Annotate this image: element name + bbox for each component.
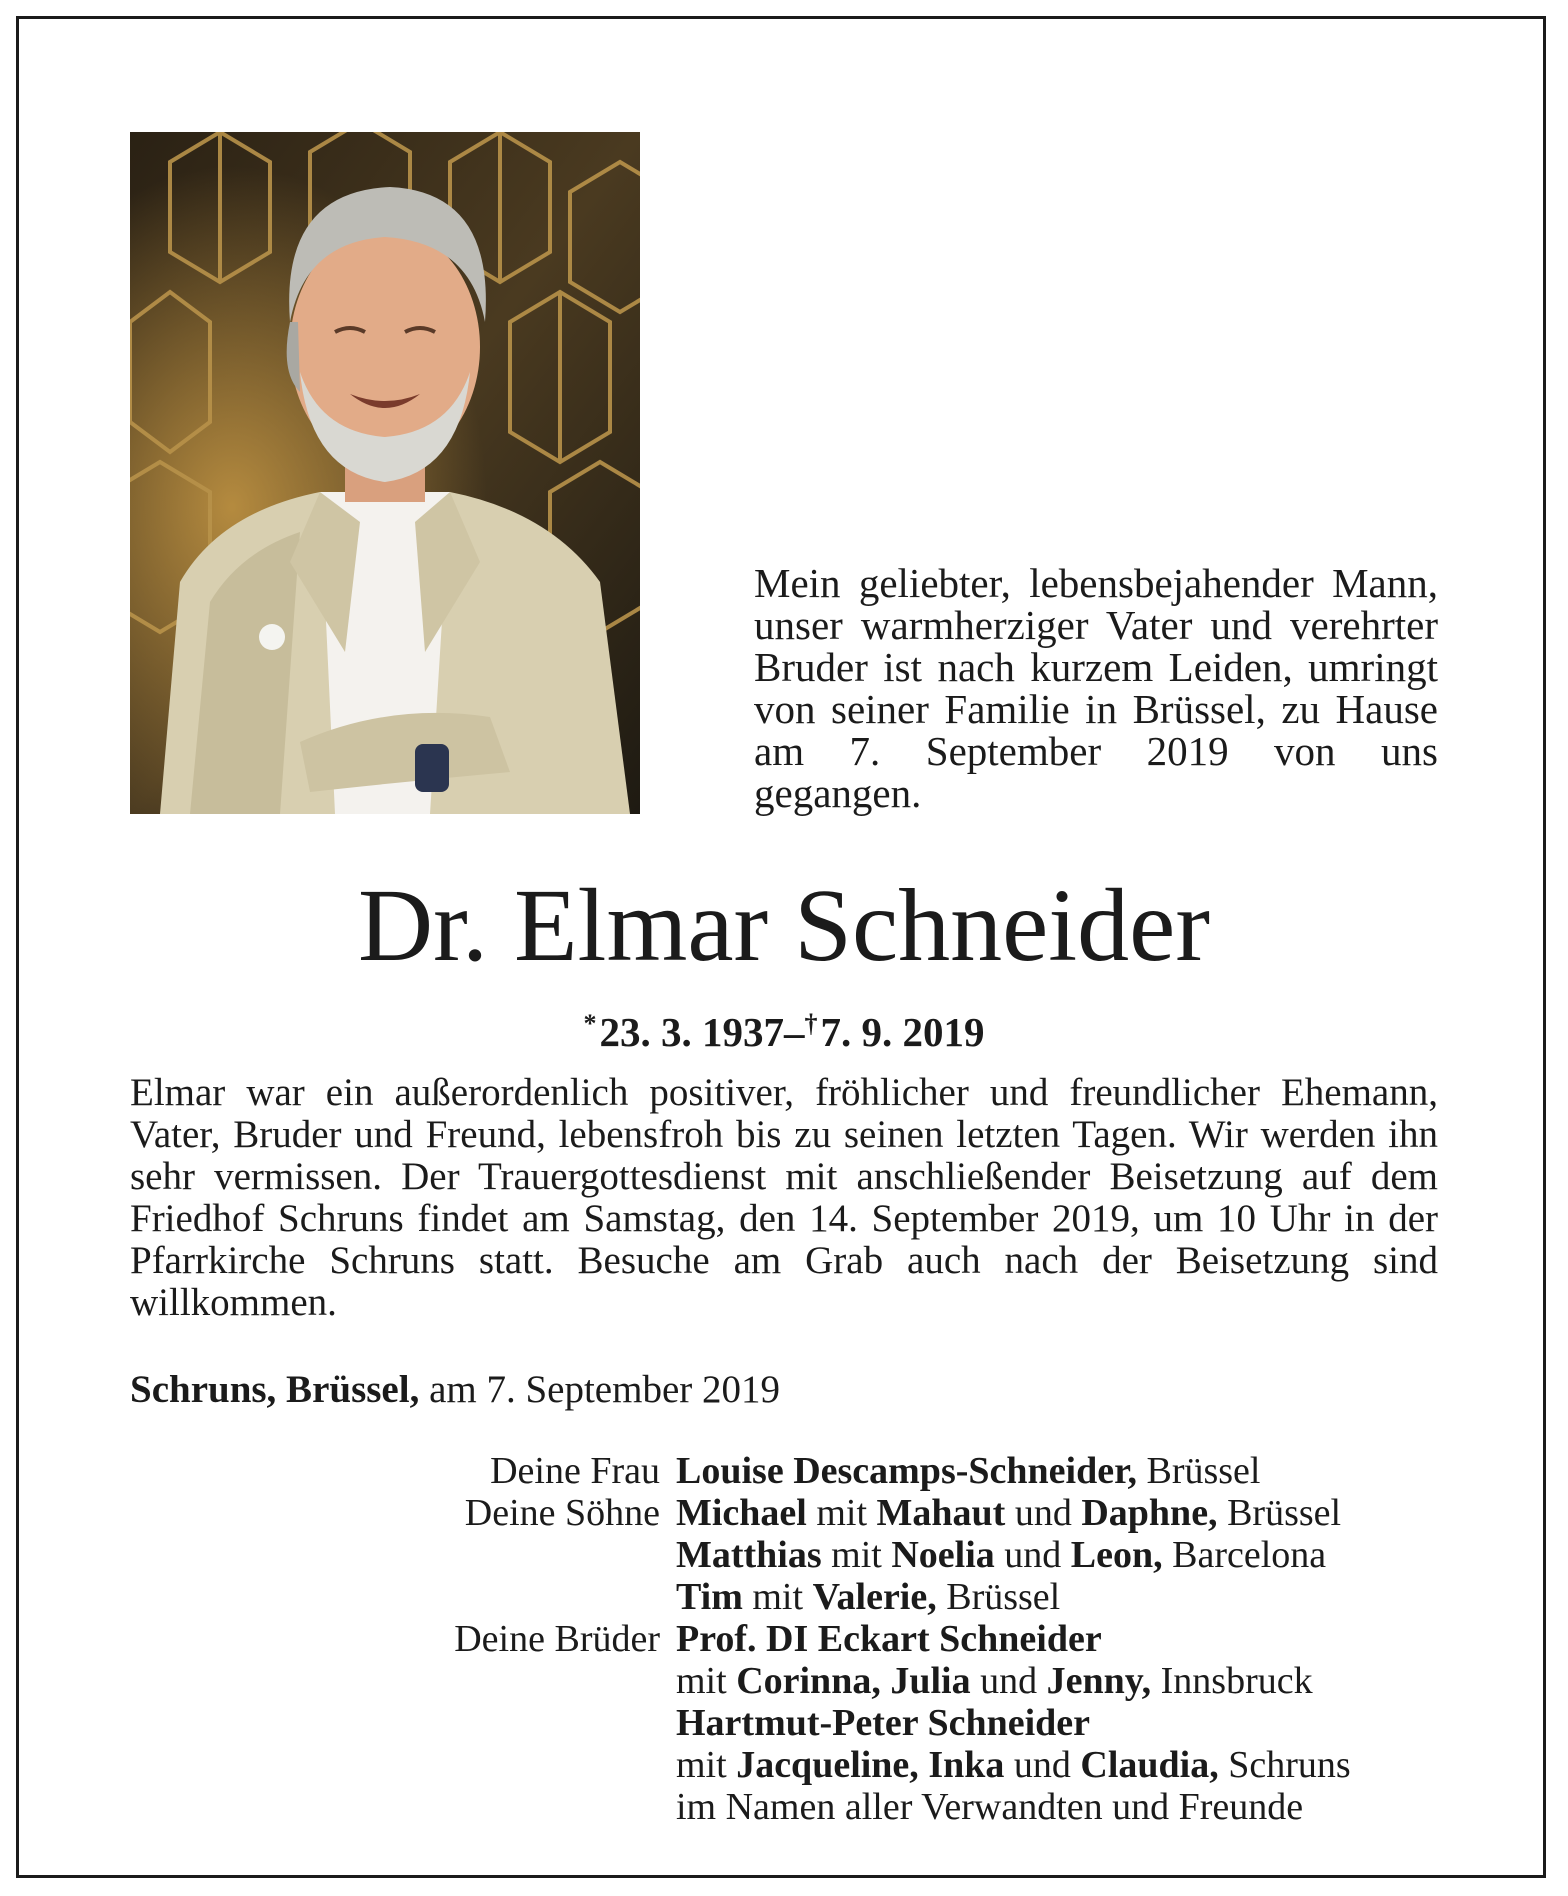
intro-text: Mein geliebter, lebensbejahender Mann, unser warmherziger Vater und verehrter Bruder ist nach kurzem Leiden, umringt von seiner Familie in Brüssel, zu Hause am 7. September 2019 von uns gegangen. <box>754 560 1438 816</box>
connector-mit: mit <box>676 1744 727 1786</box>
brother-family-line <box>676 1744 1351 1786</box>
son-line <box>676 1576 1060 1618</box>
connector-und: und <box>1004 1534 1062 1576</box>
connector-mit: mit <box>816 1492 868 1534</box>
relative-name: Jenny, <box>1046 1660 1152 1702</box>
connector-mit: mit <box>831 1534 882 1576</box>
connector-mit: mit <box>676 1660 727 1702</box>
portrait-photo <box>130 132 640 814</box>
birth-symbol: * <box>583 1009 597 1038</box>
relative-name: Claudia, <box>1080 1744 1219 1786</box>
notice-date: am 7. September 2019 <box>429 1368 781 1411</box>
announcement-text: Elmar war ein außerordenlich positiver, fröhlicher und freundlicher Ehemann, Vater, Bruder und Freund, lebensfroh bis zu seinen letzten Tagen. Wir werden ihn sehr vermissen. Der Trauergottesdienst mit anschließender Beisetzung auf dem Friedhof Schruns findet am Samstag, den 14. September 2019, um 10 Uhr in der Pfarrkirche Schruns statt. Besuche am Grab auch nach der Beisetzung sind willkommen. <box>130 1071 1438 1324</box>
connector-mit: mit <box>752 1576 804 1618</box>
death-date: 7. 9. 2019 <box>820 1009 985 1055</box>
deceased-name: Dr. Elmar Schneider <box>358 868 1210 983</box>
partner-name: Valerie, <box>812 1576 937 1618</box>
relative-name: Corinna, <box>736 1660 881 1702</box>
partner-name: Noelia <box>891 1534 995 1576</box>
son-name: Matthias <box>676 1534 822 1576</box>
relative-name: Jacqueline, <box>736 1744 919 1786</box>
date-separator: – <box>784 1009 805 1055</box>
place-and-date <box>130 1368 1130 1412</box>
birth-date: 23. 3. 1937 <box>599 1009 784 1055</box>
son-name: Michael <box>676 1492 807 1534</box>
wife-line <box>676 1450 1260 1492</box>
death-symbol: † <box>804 1009 818 1038</box>
city: Innsbruck <box>1160 1660 1313 1702</box>
partner-name: Mahaut <box>876 1492 1006 1534</box>
wife-label: Deine Frau <box>490 1450 660 1492</box>
closing-line: im Namen aller Verwandten und Freunde <box>676 1786 1304 1828</box>
relative-name: Julia <box>890 1660 971 1702</box>
brother-name-line <box>676 1618 1102 1660</box>
city: Barcelona <box>1172 1534 1327 1576</box>
relative-name: Inka <box>928 1744 1005 1786</box>
place-names: Schruns, Brüssel, <box>130 1368 420 1411</box>
connector-und: und <box>980 1660 1038 1702</box>
brother-name: Hartmut-Peter Schneider <box>676 1702 1091 1744</box>
son-name: Tim <box>676 1576 743 1618</box>
wife-city: Brüssel <box>1146 1450 1261 1492</box>
brothers-label: Deine Brüder <box>454 1618 660 1660</box>
son-line <box>676 1534 1326 1576</box>
city: Brüssel <box>946 1576 1061 1618</box>
city: Schruns <box>1228 1744 1351 1786</box>
connector-und: und <box>1014 1492 1072 1534</box>
son-line <box>676 1492 1341 1534</box>
sons-label: Deine Söhne <box>464 1492 660 1534</box>
brother-name-line <box>676 1702 1090 1744</box>
child-name: Daphne, <box>1081 1492 1218 1534</box>
wife-name: Louise Descamps-Schneider, <box>676 1450 1137 1492</box>
connector-und: und <box>1013 1744 1071 1786</box>
brother-family-line <box>676 1660 1313 1702</box>
city: Brüssel <box>1227 1492 1342 1534</box>
child-name: Leon, <box>1070 1534 1163 1576</box>
life-dates <box>0 1000 1568 1056</box>
brother-name: Prof. DI Eckart Schneider <box>676 1618 1102 1660</box>
